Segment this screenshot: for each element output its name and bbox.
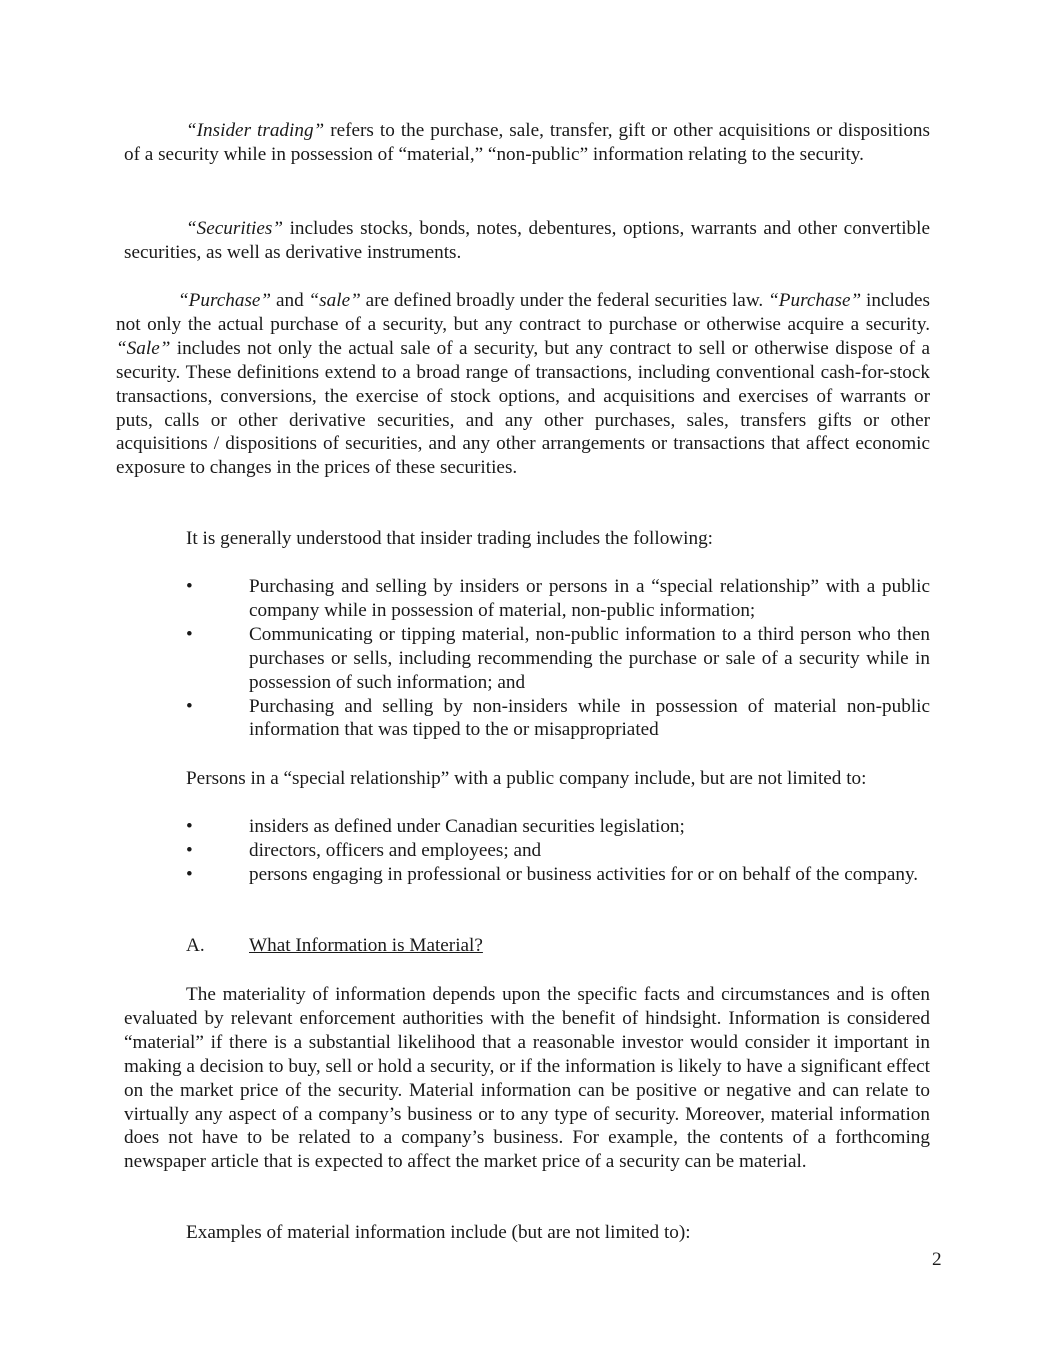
definition-text: are defined broadly under the federal securities law.	[360, 290, 769, 311]
definition-text: refers to the purchase, sale, transfer, gift or other acquisitions or dispositions of a security while in possession of “material,” “non-public” information relating to the security.	[124, 120, 930, 165]
insider-trading-definition	[124, 119, 930, 167]
securities-definition	[124, 217, 930, 265]
definition-text: and	[271, 290, 309, 311]
defined-term: “Securities”	[186, 218, 284, 239]
definition-text: includes not only the actual purchase of a security, but any contract to purchase or otherwise acquire a security.	[116, 290, 930, 335]
special-relationship-list	[186, 815, 930, 887]
list-item-text: directors, officers and employees; and	[249, 839, 542, 861]
defined-term: “Purchase”	[178, 290, 272, 311]
definition-text: includes stocks, bonds, notes, debentures, options, warrants and other convertible securities, as well as derivative instruments.	[124, 218, 930, 263]
bullet-icon: •	[186, 816, 193, 837]
examples-intro: Examples of material information include (but are not limited to):	[186, 1222, 691, 1243]
list-item	[186, 623, 930, 695]
list-item	[186, 815, 930, 839]
defined-term: “sale”	[308, 290, 361, 311]
insider-trading-list	[186, 575, 930, 742]
list-item	[186, 575, 930, 623]
list-item-text: insiders as defined under Canadian securities legislation;	[249, 816, 685, 837]
list-item-text: Purchasing and selling by non-insiders while in possession of material non-public information that was tipped to the or misappropriated	[249, 695, 930, 741]
list-item-text: Purchasing and selling by insiders or persons in a “special relationship” with a public company while in possession of material, non-public information;	[249, 576, 930, 621]
defined-term: “Sale”	[116, 337, 171, 359]
purchase-sale-definition	[116, 289, 930, 480]
bullet-icon: •	[186, 839, 193, 861]
defined-term: “Purchase”	[768, 290, 862, 311]
list-item	[186, 839, 930, 863]
section-title: What Information is Material?	[249, 935, 483, 956]
list-item-text: persons engaging in professional or business activities for or on behalf of the company.	[249, 863, 919, 885]
materiality-paragraph: The materiality of information depends upon the specific facts and circumstances and is often evaluated by relevant enforcement authorities with the benefit of hindsight. Information is considered “material” if there is a substantial likelihood that a reasonable investor would consider it important in making a decision to buy, sell or hold a security, or if the information is likely to have a significant effect on the market price of the security. Material information can be positive or negative and can relate to virtually any aspect of a company’s business or to any type of security. Moreover, material information does not have to be related to a company’s business. For example, the contents of a forthcoming newspaper article that is expected to affect the market price of a security can be material.	[124, 984, 930, 1173]
list-item	[186, 695, 930, 743]
section-heading	[186, 934, 483, 958]
page-number: 2	[932, 1249, 942, 1270]
insider-trading-includes-intro: It is generally understood that insider trading includes the following:	[186, 528, 714, 549]
bullet-icon: •	[186, 695, 193, 717]
bullet-icon: •	[186, 623, 193, 645]
definition-text: includes not only the actual sale of a security, but any contract to sell or otherwise dispose of a security. These definitions extend to a broad range of transactions, including conventional cash-for-stock transactions, conversions, the exercise of stock options, and acquisitions and exercises of warrants or puts, calls or other derivative securities, and any other purchases, sales, transfers gifts or other acquisitions / dispositions of securities, and any other arrangements or transactions that affect economic exposure to changes in the prices of these securities.	[116, 337, 930, 479]
bullet-icon: •	[186, 576, 193, 597]
bullet-icon: •	[186, 863, 193, 885]
defined-term: “Insider trading”	[186, 120, 325, 141]
list-item	[186, 863, 930, 887]
section-letter: A.	[186, 935, 205, 956]
list-item-text: Communicating or tipping material, non-public information to a third person who then purchases or sells, including recommending the purchase or sale of a security while in possession of such information; and	[249, 623, 930, 693]
special-relationship-intro: Persons in a “special relationship” with a public company include, but are not limited to:	[186, 768, 867, 789]
